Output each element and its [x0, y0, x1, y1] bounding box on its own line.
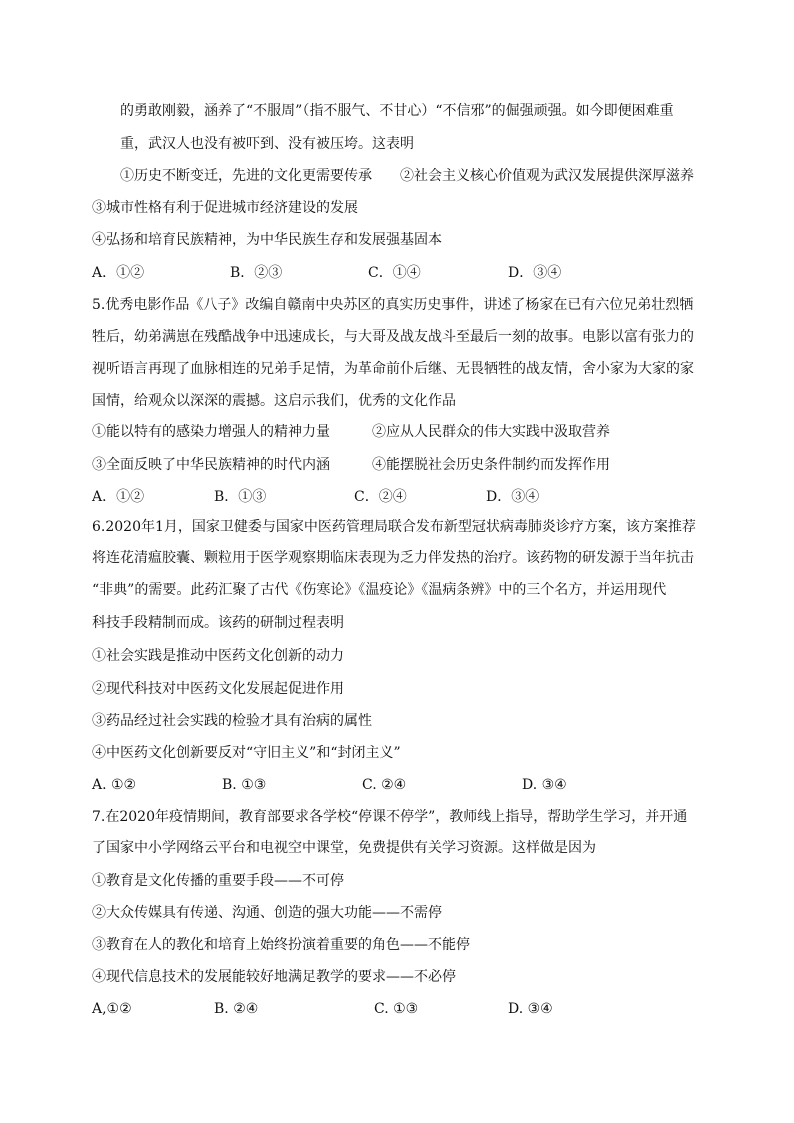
q7-stem-line-2: 了国家中小学网络云平台和电视空中课堂，免费提供有关学习资源。这样做是因为	[92, 840, 596, 856]
q5-option-c: C．②④	[354, 489, 407, 505]
q5-stem-line-1: 5.优秀电影作品《八子》改编自赣南中央苏区的真实历史事件，讲述了杨家在已有六位兄弟壮烈牺	[92, 297, 694, 313]
q6-option-c: C. ②④	[362, 777, 407, 793]
q7-item-2: ②大众传媒具有传递、沟通、创造的强大功能——不需停	[92, 905, 442, 921]
q4-option-d: D．③④	[508, 265, 562, 281]
q5-options	[92, 487, 704, 507]
q6-option-d: D. ③④	[522, 777, 567, 793]
q6-option-b: B. ①③	[222, 777, 267, 793]
q4-stem-line-2: 重，武汉人也没有被吓到、没有被压垮。这表明	[120, 136, 414, 152]
q7-option-a: A,①②	[92, 1001, 132, 1017]
q5-option-a: A．①②	[92, 489, 145, 505]
q6-stem-line-2: 将连花清瘟胶囊、颗粒用于医学观察期临床表现为乏力伴发热的治疗。该药物的研发源于当年抗击	[92, 550, 694, 566]
q4-item-3: ③城市性格有利于促进城市经济建设的发展	[92, 200, 358, 216]
q5-stem-line-3: 视听语言再现了血脉相连的兄弟手足情，为革命前仆后继、无畏牺牲的战友情，舍小家为大家的家	[92, 361, 694, 377]
q4-option-c: C．①④	[368, 265, 421, 281]
q7-option-d: D. ③④	[508, 1001, 553, 1017]
q7-options	[92, 999, 704, 1019]
q6-stem-line-4: 科技手段精制而成。该药的研制过程表明	[92, 615, 344, 631]
q5-stem-line-4: 国情，给观众以深深的震撼。这启示我们，优秀的文化作品	[92, 393, 456, 409]
q7-item-1: ①教育是文化传播的重要手段——不可停	[92, 873, 344, 889]
q6-stem-line-1: 6.2020年1月，国家卫健委与国家中医药管理局联合发布新型冠状病毒肺炎诊疗方案，该方案推荐	[92, 519, 696, 535]
q6-item-4: ④中医药文化创新要反对“守旧主义”和“封闭主义”	[92, 745, 401, 761]
q5-item-1-2: ①能以特有的感染力增强人的精神力量 ②应从人民群众的伟大实践中汲取营养	[92, 424, 610, 440]
q7-option-b: B. ②④	[214, 1001, 259, 1017]
q5-option-d: D．③④	[486, 489, 540, 505]
q6-item-2: ②现代科技对中医药文化发展起促进作用	[92, 681, 344, 697]
q6-option-a: A. ①②	[92, 777, 137, 793]
q6-item-3: ③药品经过社会实践的检验才具有治病的属性	[92, 713, 372, 729]
q7-option-c: C. ①③	[374, 1001, 419, 1017]
q4-options	[92, 263, 704, 283]
q5-option-b: B．①③	[214, 489, 267, 505]
q4-item-4: ④弘扬和培育民族精神，为中华民族生存和发展强基固本	[92, 232, 442, 248]
q5-item-3-4: ③全面反映了中华民族精神的时代内涵 ④能摆脱社会历史条件制约而发挥作用	[92, 457, 610, 473]
q5-stem-line-2: 牲后，幼弟满崽在残酷战争中迅速成长，与大哥及战友战斗至最后一刻的故事。电影以富有张力的	[92, 329, 694, 345]
q4-option-a: A．①②	[92, 265, 145, 281]
q7-item-3: ③教育在人的教化和培育上始终扮演着重要的角色——不能停	[92, 937, 470, 953]
q6-item-1: ①社会实践是推动中医药文化创新的动力	[92, 648, 344, 664]
q4-option-b: B．②③	[230, 265, 283, 281]
q6-options	[92, 775, 704, 795]
q7-stem-line-1: 7.在2020年疫情期间，教育部要求各学校“停课不停学”，教师线上指导，帮助学生学习，并开通	[92, 809, 688, 825]
q6-stem-line-3: “非典”的需要。此药汇聚了古代《伤寒论》《温疫论》《温病条辨》中的三个名方，并运用现代	[92, 582, 667, 598]
q7-item-4: ④现代信息技术的发展能较好地满足教学的要求——不必停	[92, 969, 456, 985]
q4-item-1-2: ①历史不断变迁，先进的文化更需要传承 ②社会主义核心价值观为武汉发展提供深厚滋养	[120, 168, 694, 184]
q4-stem-line-1: 的勇敢刚毅，涵养了“不服周”（指不服气、不甘心）“不信邪”的倔强顽强。如今即便困难重	[120, 103, 674, 119]
